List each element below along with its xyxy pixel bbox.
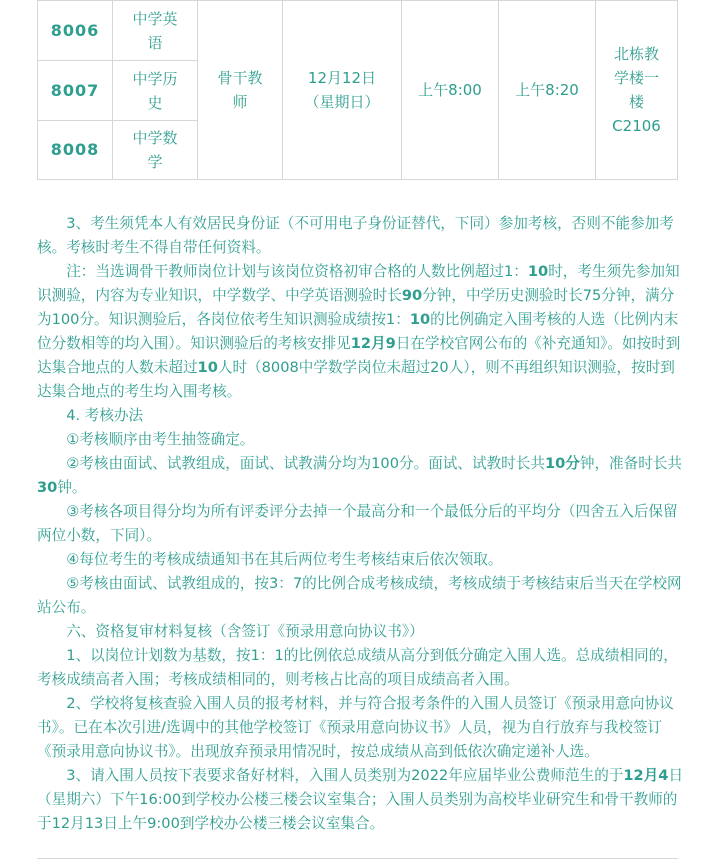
paragraph: 2、学校将复核查验入围人员的报考材料，并与符合报考条件的入围人员签订《预录用意向协议书》。已在本次引进/选调中的其他学校签订《预录用意向协议书》人员，视为自行放弃与我校签订《预录用意向协议书》。出现放弃预录用情况时，按总成绩从高到低依次确定递补人选。	[37, 695, 674, 760]
list-item: ①考核顺序由考生抽签确定。	[66, 431, 255, 448]
position-code: 8008	[38, 121, 113, 180]
next-table-top-border	[37, 858, 678, 859]
list-item: ②考核由面试、试教组成，面试、试教满分均为100分。面试、试教时长共10分钟，准备时长共30钟。	[37, 455, 683, 496]
knowledge-test-note: 注：当选调骨干教师岗位计划与该岗位资格初审合格的人数比例超过1：10时，考生须先参加知识测验，内容为专业知识，中学数学、中学英语测验时长90分钟，中学历史测验时长75分钟，满分为100分。知识测验后，各岗位依考生知识测验成绩按1：10的比例确定入围考核的人选（比例内末位分数相等的均入围）。知识测验后的考核安排见12月9日在学校官网公布的《补充通知》。如按时到达集合地点的人数未超过10人时（8008中学数学岗位未超过20人），则不再组织知识测验，按时到达集合地点的考生均入围考核。	[37, 263, 681, 400]
section-heading: 4. 考核办法	[66, 407, 144, 424]
check-in-time: 上午8:00	[402, 1, 499, 180]
exam-date: 12月12日（星期日）	[304, 69, 380, 111]
section-heading: 六、资格复审材料复核（含签订《预录用意向协议书》）	[66, 623, 424, 640]
position-subject: 中学数学	[132, 129, 178, 171]
position-subject: 中学英语	[132, 9, 178, 52]
position-role: 骨干教师	[217, 69, 263, 111]
notice-body	[37, 212, 685, 836]
list-item: ⑤考核由面试、试教组成的，按3：7的比例合成考核成绩，考核成绩于考核结束后当天在学校网站公布。	[37, 575, 682, 616]
paragraph: 3、请入围人员按下表要求备好材料，入围人员类别为2022年应届毕业公费师范生的于12月4日（星期六）下午16:00到学校办公楼三楼会议室集合；入围人员类别为高校毕业研究生和骨干教师的于12月13日上午9:00到学校办公楼三楼会议室集合。	[37, 767, 684, 832]
exam-location: 北栋教学楼一楼C2106	[612, 45, 661, 135]
list-item: ④每位考生的考核成绩通知书在其后两位考生考核结束后依次领取。	[66, 551, 503, 568]
table-row	[38, 1, 678, 61]
list-item: ③考核各项目得分均为所有评委评分去掉一个最高分和一个最低分后的平均分（四舍五入后保留两位小数，下同）。	[37, 503, 678, 544]
id-requirement-paragraph: 3、考生须凭本人有效居民身份证（不可用电子身份证替代，下同）参加考核，否则不能参加考核。考核时考生不得自带任何资料。	[37, 215, 674, 256]
exam-schedule-table	[37, 0, 678, 180]
position-code: 8007	[38, 61, 113, 121]
start-time: 上午8:20	[499, 1, 596, 180]
position-code: 8006	[38, 1, 113, 61]
paragraph: 1、以岗位计划数为基数，按1：1的比例依总成绩从高分到低分确定入围人选。总成绩相同的，考核成绩高者入围；考核成绩相同的，则考核占比高的项目成绩高者入围。	[37, 647, 678, 688]
position-subject: 中学历史	[132, 69, 178, 112]
